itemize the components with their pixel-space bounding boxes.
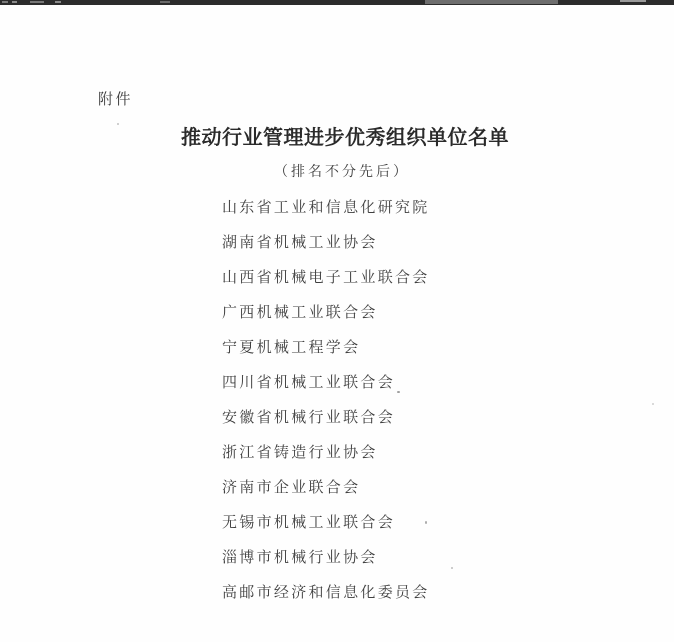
scan-bar-patch bbox=[30, 1, 44, 3]
list-item: 浙江省铸造行业协会 bbox=[222, 443, 378, 461]
list-item: 山东省工业和信息化研究院 bbox=[222, 198, 430, 216]
list-item: 宁夏机械工程学会 bbox=[222, 338, 361, 356]
scan-bar-patch bbox=[55, 1, 61, 3]
list-item: 安徽省机械行业联合会 bbox=[222, 408, 396, 426]
attachment-label: 附件 bbox=[98, 90, 134, 108]
list-item: 济南市企业联合会 bbox=[222, 478, 361, 496]
scan-bar-patch bbox=[425, 0, 558, 4]
scan-bar-patch bbox=[12, 1, 17, 3]
list-item: 淄博市机械行业协会 bbox=[222, 548, 378, 566]
scan-speckle bbox=[397, 391, 400, 393]
scan-artifact-bar bbox=[0, 0, 674, 5]
scan-speckle bbox=[652, 403, 654, 405]
scan-bar-patch bbox=[620, 0, 646, 2]
scan-bar-patch bbox=[2, 1, 8, 3]
scan-speckle bbox=[425, 521, 427, 524]
scan-speckle bbox=[117, 123, 119, 125]
list-item: 四川省机械工业联合会 bbox=[222, 373, 396, 391]
organization-list bbox=[222, 190, 430, 610]
document-title: 推动行业管理进步优秀组织单位名单 bbox=[181, 125, 509, 149]
list-item: 高邮市经济和信息化委员会 bbox=[222, 583, 430, 601]
list-item: 无锡市机械工业联合会 bbox=[222, 513, 396, 531]
scan-speckle bbox=[451, 567, 453, 569]
list-item: 山西省机械电子工业联合会 bbox=[222, 268, 430, 286]
scan-bar-patch bbox=[160, 1, 170, 3]
list-item: 湖南省机械工业协会 bbox=[222, 233, 378, 251]
document-subtitle: （排名不分先后） bbox=[274, 164, 410, 180]
list-item: 广西机械工业联合会 bbox=[222, 303, 378, 321]
